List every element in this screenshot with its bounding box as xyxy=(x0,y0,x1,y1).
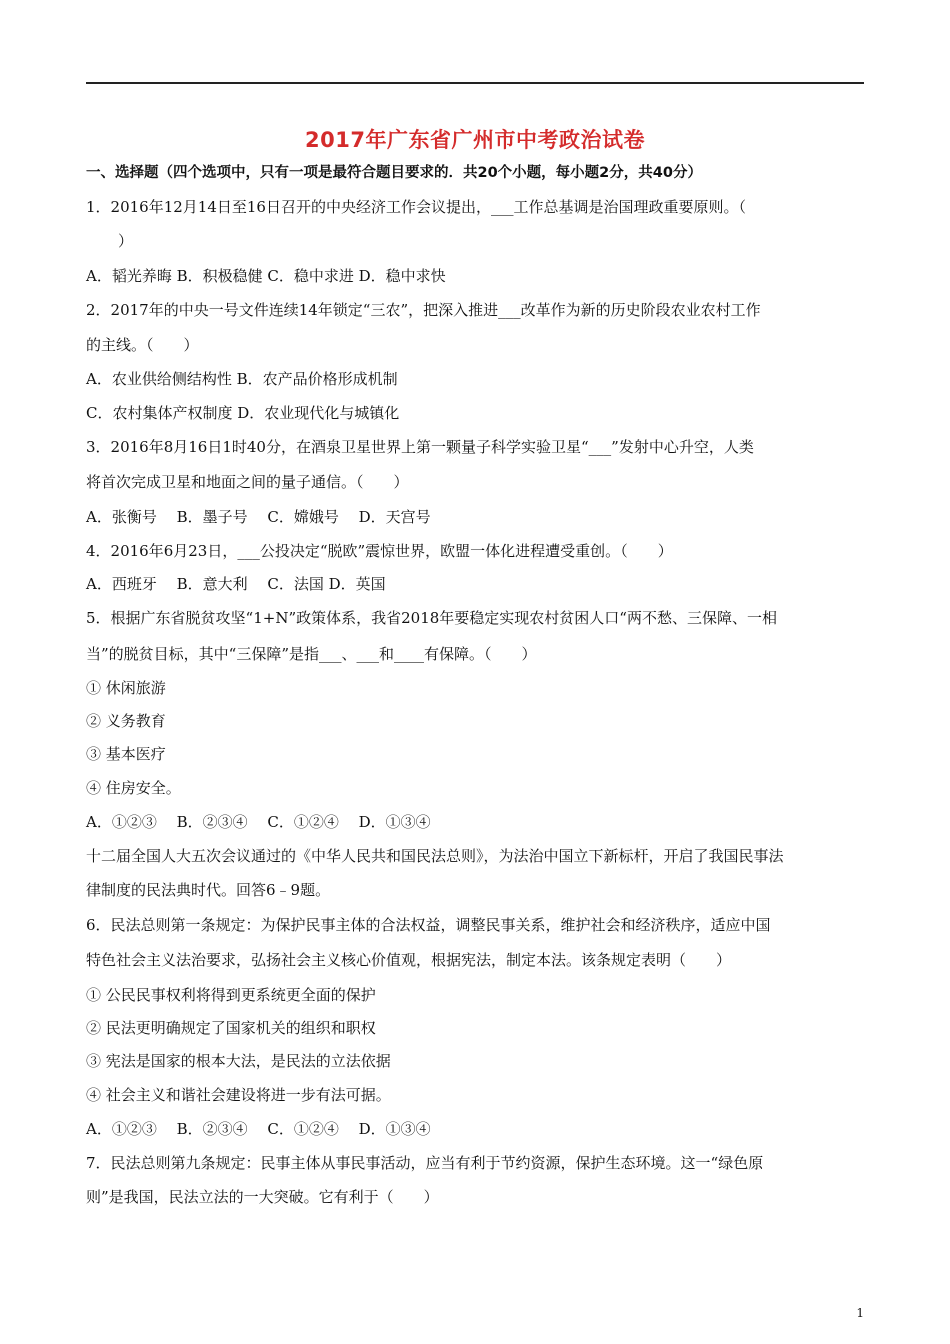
question-5-stem-cont: 当”的脱贫目标，其中“三保障”是指___、___和____有保障。（ ） xyxy=(86,645,537,663)
page-title: 2017年广东省广州市中考政治试卷 xyxy=(305,128,645,152)
passage-intro: 十二届全国人大五次会议通过的《中华人民共和国民法总则》，为法治中国立下新标杆，开启了我国民事法 xyxy=(86,847,784,865)
question-5-item-3: ③ 基本医疗 xyxy=(86,745,166,763)
question-7-stem-cont: 则”是我国，民法立法的一大突破。它有利于（ ） xyxy=(86,1188,439,1206)
question-7-stem: 7．民法总则第九条规定：民事主体从事民事活动，应当有利于节约资源，保护生态环境。这一“绿色原 xyxy=(86,1154,764,1172)
question-4-options: A．西班牙 B．意大利 C．法国 D．英国 xyxy=(86,575,386,593)
passage-intro-cont: 律制度的民法典时代。回答6﹣9题。 xyxy=(86,881,331,899)
question-5-item-2: ② 义务教育 xyxy=(86,712,166,730)
question-1-stem: 1．2016年12月14日至16日召开的中央经济工作会议提出，___工作总基调是治国理政重要原则。（ xyxy=(86,198,746,216)
question-5-item-1: ① 休闲旅游 xyxy=(86,679,166,697)
section-heading: 一、选择题（四个选项中，只有一项是最符合题目要求的．共20个小题，每小题2分，共40分） xyxy=(86,165,702,181)
question-2-stem-cont: 的主线。（ ） xyxy=(86,336,199,354)
question-6-item-3: ③ 宪法是国家的根本大法，是民法的立法依据 xyxy=(86,1052,391,1070)
question-6-stem-cont: 特色社会主义法治要求，弘扬社会主义核心价值观，根据宪法，制定本法。该条规定表明（ ） xyxy=(86,951,732,969)
question-2-options-cd: C．农村集体产权制度 D．农业现代化与城镇化 xyxy=(86,404,400,422)
question-3-stem: 3．2016年8月16日1时40分，在酒泉卫星世界上第一颗量子科学实验卫星“___”发射中心升空，人类 xyxy=(86,438,754,456)
question-2-stem: 2．2017年的中央一号文件连续14年锁定“三农”，把深入推进___改革作为新的历史阶段农业农村工作 xyxy=(86,301,761,319)
question-3-stem-cont: 将首次完成卫星和地面之间的量子通信。（ ） xyxy=(86,473,409,491)
question-3-options: A．张衡号 B．墨子号 C．嫦娥号 D．天宫号 xyxy=(86,508,431,526)
question-5-stem: 5．根据广东省脱贫攻坚“1+N”政策体系，我省2018年要稳定实现农村贫困人口“两不愁、三保障、一相 xyxy=(86,609,777,627)
question-6-options: A．①②③ B．②③④ C．①②④ D．①③④ xyxy=(86,1120,431,1138)
question-6-item-4: ④ 社会主义和谐社会建设将进一步有法可据。 xyxy=(86,1086,391,1104)
header-rule xyxy=(86,82,864,84)
question-4-stem: 4．2016年6月23日，___公投决定“脱欧”震惊世界，欧盟一体化进程遭受重创。（ ） xyxy=(86,542,673,560)
question-6-stem: 6．民法总则第一条规定：为保护民事主体的合法权益，调整民事关系，维护社会和经济秩序，适应中国 xyxy=(86,916,771,934)
question-5-options: A．①②③ B．②③④ C．①②④ D．①③④ xyxy=(86,813,431,831)
page-number: 1 xyxy=(856,1306,864,1320)
question-6-item-1: ① 公民民事权利将得到更系统更全面的保护 xyxy=(86,986,376,1004)
question-5-item-4: ④ 住房安全。 xyxy=(86,779,181,797)
question-1-options: A．韬光养晦 B．积极稳健 C．稳中求进 D．稳中求快 xyxy=(86,267,446,285)
question-2-options-ab: A．农业供给侧结构性 B．农产品价格形成机制 xyxy=(86,370,398,388)
question-6-item-2: ② 民法更明确规定了国家机关的组织和职权 xyxy=(86,1019,376,1037)
question-1-stem-cont: ） xyxy=(118,232,134,250)
